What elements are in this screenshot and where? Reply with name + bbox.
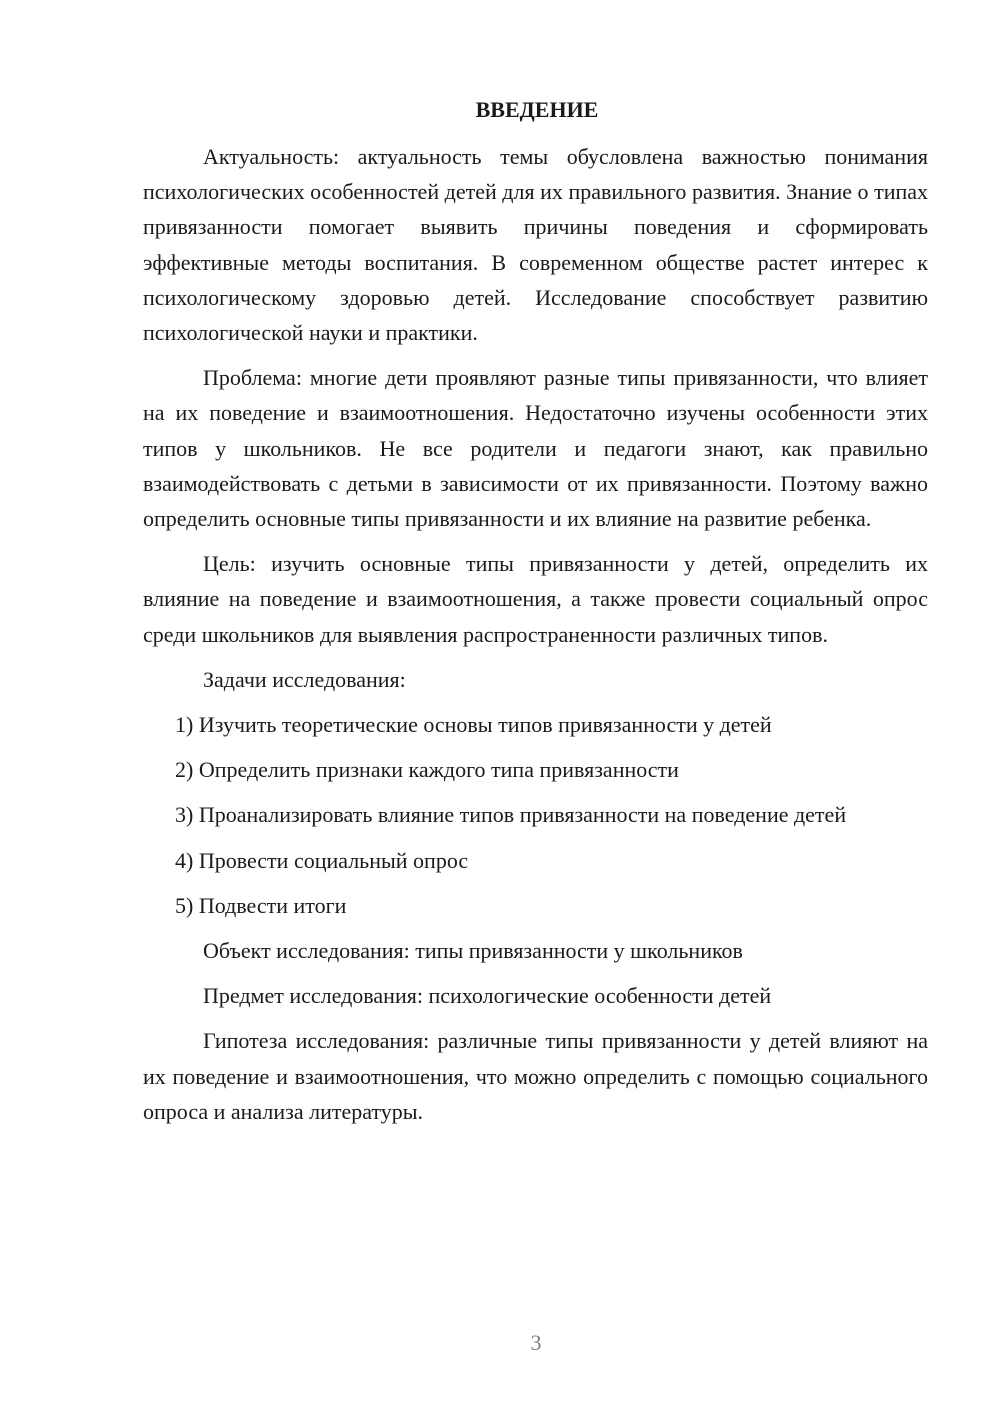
hypothesis-paragraph: Гипотеза исследования: различные типы привязанности у детей влияют на их поведение и взаимоотношения, что можно определить с помощью социального опроса и анализа литературы. <box>143 1028 928 1124</box>
document-page <box>143 94 928 1139</box>
page-title: ВВЕДЕНИЕ <box>475 97 599 122</box>
subject-paragraph: Предмет исследования: психологические особенности детей <box>203 983 772 1009</box>
task-item-5: 5) Подвести итоги <box>175 892 347 918</box>
task-item-3: 3) Проанализировать влияние типов привязанности на поведение детей <box>175 802 847 828</box>
task-item-4: 4) Провести социальный опрос <box>175 847 469 873</box>
task-item-1: 1) Изучить теоретические основы типов привязанности у детей <box>175 712 772 738</box>
relevance-paragraph: Актуальность: актуальность темы обусловлена важностью понимания психологических особенностей детей для их правильного развития. Знание о типах привязанности помогает выявить причины поведения и сформировать эффективные методы воспитания. В современном обществе растет интерес к психологическому здоровью детей. Исследование способствует развитию психологической науки и практики. <box>143 144 928 346</box>
tasks-title: Задачи исследования: <box>203 666 406 692</box>
object-paragraph: Объект исследования: типы привязанности у школьников <box>203 938 743 964</box>
problem-paragraph: Проблема: многие дети проявляют разные типы привязанности, что влияет на их поведение и взаимоотношения. Недостаточно изучены особенности этих типов у школьников. Не все родители и педагоги знают, как правильно взаимодействовать с детьми в зависимости от их привязанности. Поэтому важно определить основные типы привязанности и их влияние на развитие ребенка. <box>143 365 928 532</box>
page-number: 3 <box>530 1330 542 1355</box>
task-item-2: 2) Определить признаки каждого типа привязанности <box>175 757 679 783</box>
goal-paragraph: Цель: изучить основные типы привязанности у детей, определить их влияние на поведение и взаимоотношения, а также провести социальный опрос среди школьников для выявления распространенности различных типов. <box>143 551 928 647</box>
